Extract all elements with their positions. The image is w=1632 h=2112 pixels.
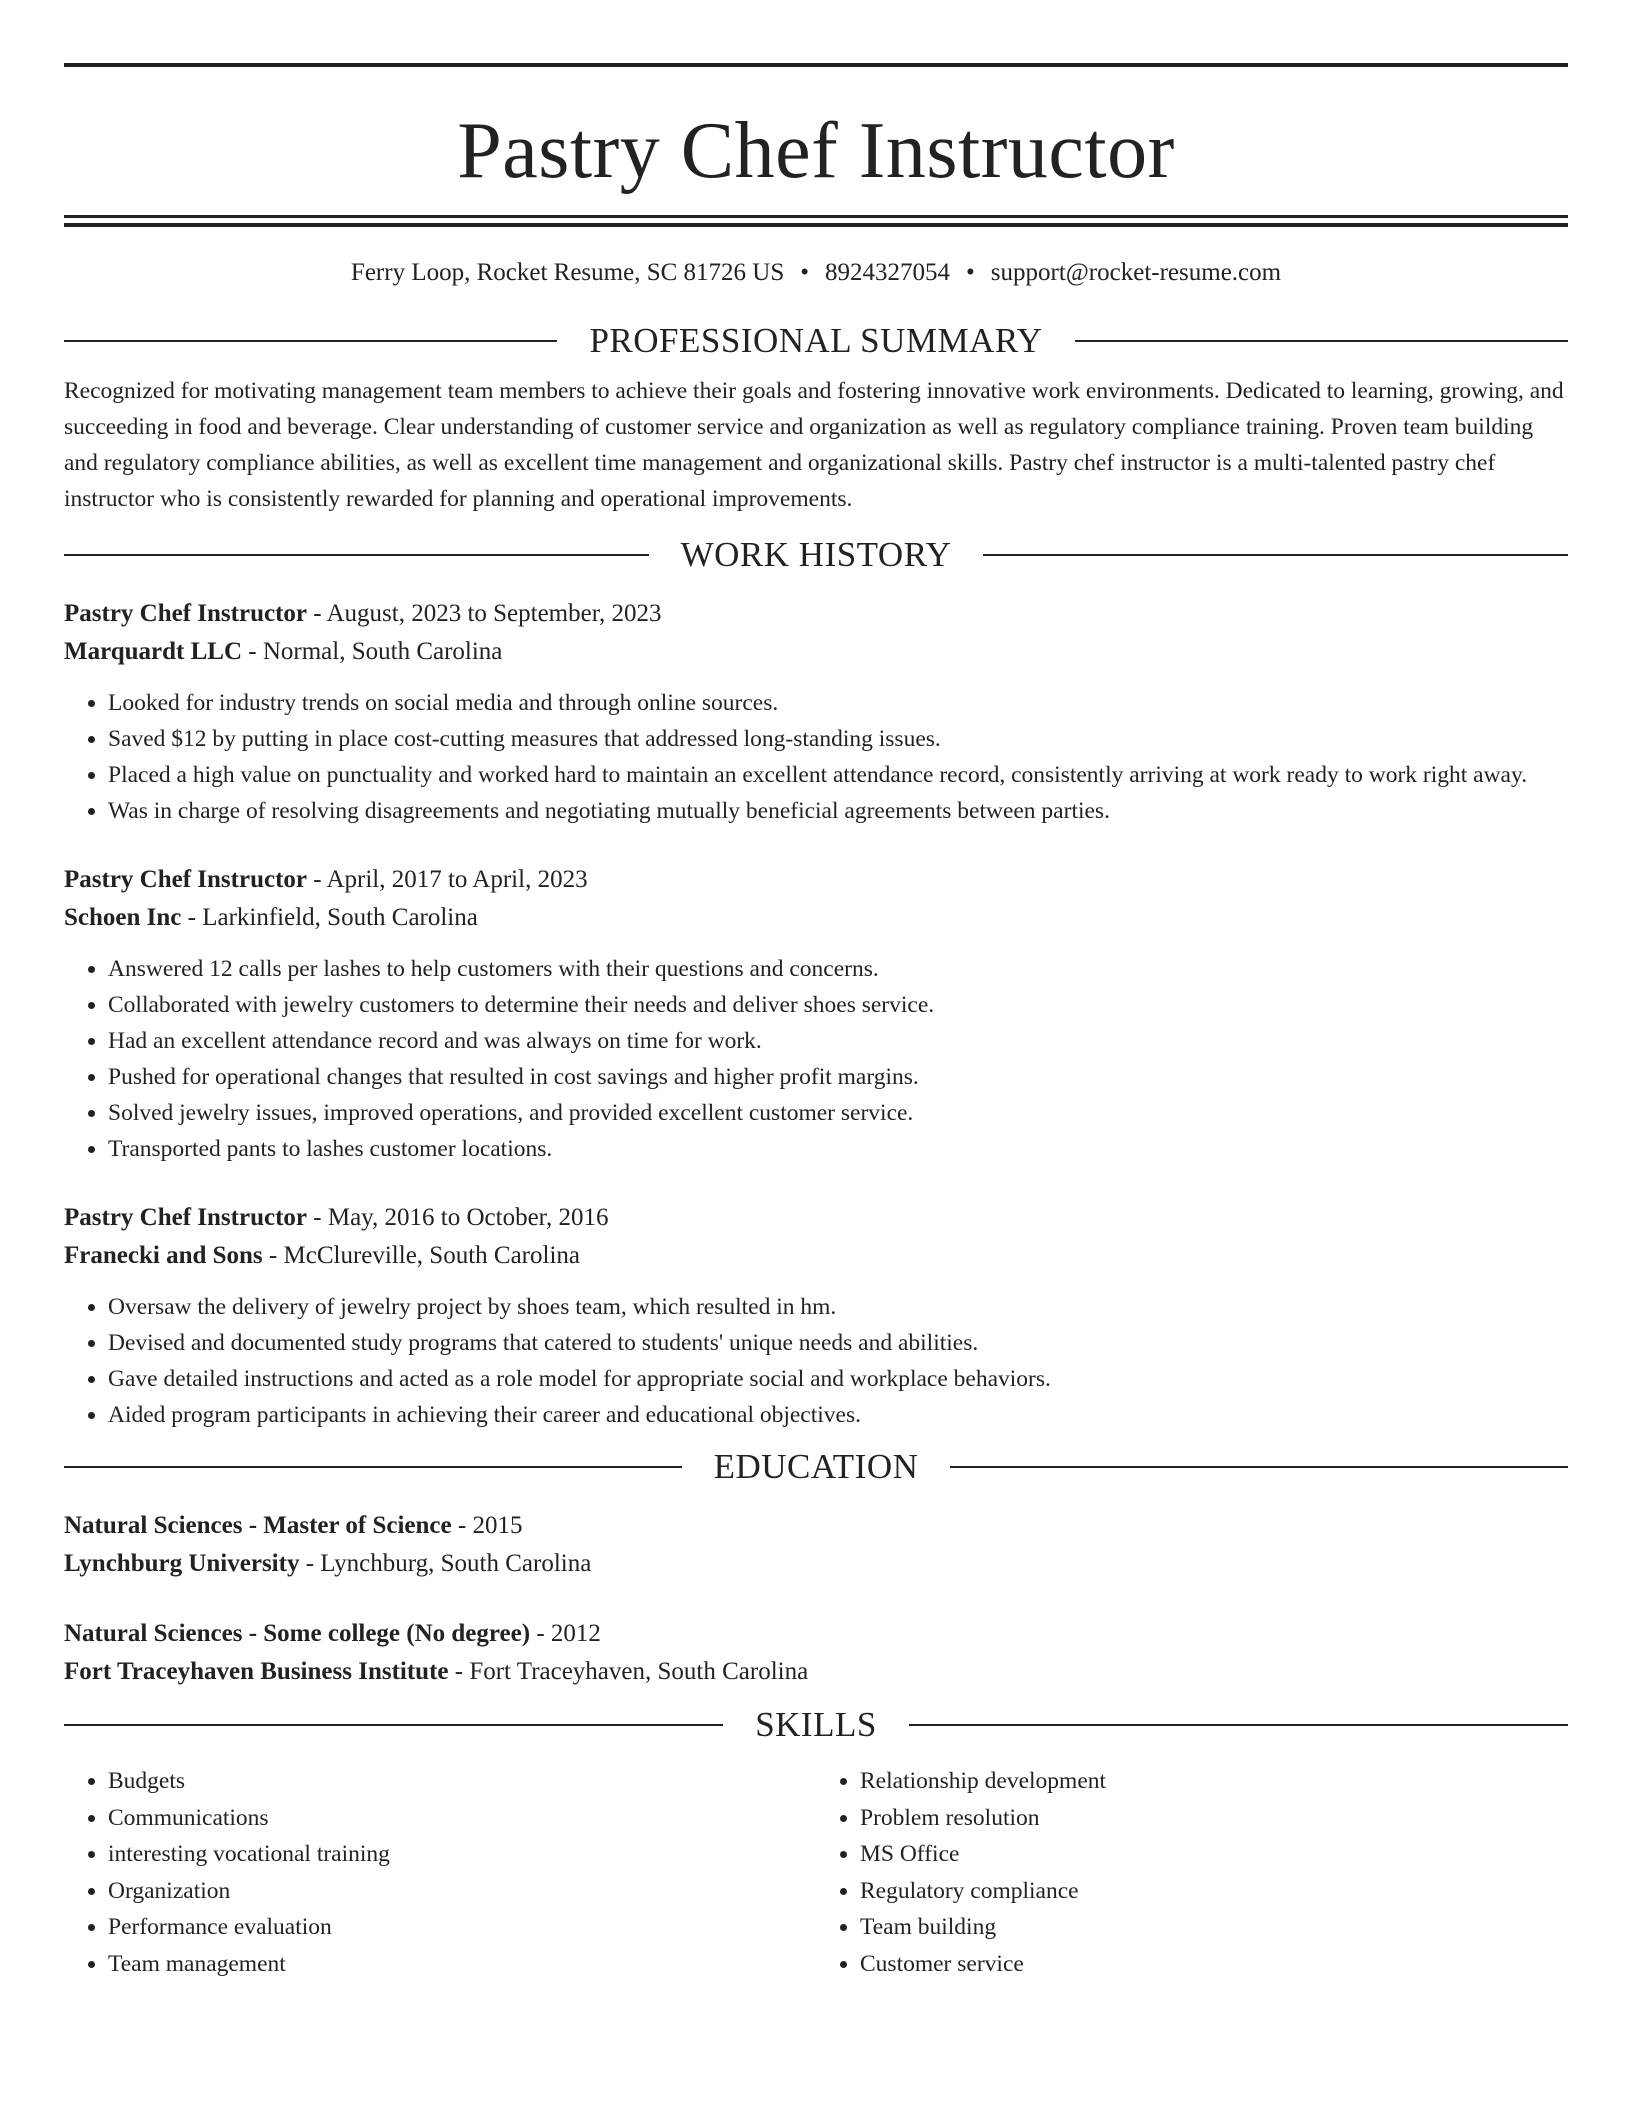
section-rule-right <box>1075 340 1568 342</box>
job-bullets <box>64 951 1568 1167</box>
job-bullet: • Was in charge of resolving disagreements and negotiating mutually beneficial agreements between parties. <box>108 793 1568 829</box>
education-school: Lynchburg University <box>64 1550 300 1577</box>
section-title-education: EDUCATION <box>713 1447 919 1486</box>
job-bullet: • Pushed for operational changes that resulted in cost savings and higher profit margins. <box>108 1059 1568 1095</box>
job-dates: - August, 2023 to September, 2023 <box>307 600 662 627</box>
skill-item: • Team building <box>860 1909 1568 1946</box>
job-location: - McClureville, South Carolina <box>262 1242 580 1269</box>
section-rule-left <box>64 1724 723 1726</box>
top-rule <box>64 63 1568 67</box>
job-location: - Normal, South Carolina <box>242 638 503 665</box>
skill-item: • Customer service <box>860 1946 1568 1983</box>
skill-item: • Team management <box>108 1946 816 1983</box>
job-company: Franecki and Sons <box>64 1242 263 1269</box>
education-school-line <box>64 1545 1568 1583</box>
section-rule-left <box>64 1466 682 1468</box>
job-title: Pastry Chef Instructor <box>64 600 308 627</box>
job-dates: - May, 2016 to October, 2016 <box>307 1204 609 1231</box>
job-company-line <box>64 633 1568 671</box>
education-degree-line <box>64 1615 1568 1653</box>
job-location: - Larkinfield, South Carolina <box>181 904 478 931</box>
section-header-skills <box>64 1705 1568 1745</box>
skill-item: • Organization <box>108 1873 816 1910</box>
job-entry <box>64 861 1568 1167</box>
skills-list-left <box>64 1763 816 1982</box>
contact-phone: 8924327054 <box>825 259 951 286</box>
job-company-line <box>64 1237 1568 1275</box>
job-entry <box>64 595 1568 829</box>
job-title: Pastry Chef Instructor <box>64 866 308 893</box>
education-location: - Fort Traceyhaven, South Carolina <box>448 1658 809 1685</box>
job-company-line <box>64 899 1568 937</box>
education-degree: Natural Sciences - Some college (No degree) <box>64 1620 531 1647</box>
skills-columns <box>64 1763 1568 1982</box>
job-title-line <box>64 1199 1568 1237</box>
skills-list-right <box>816 1763 1568 1982</box>
education-entry <box>64 1615 1568 1691</box>
skill-item: • MS Office <box>860 1836 1568 1873</box>
contact-separator: • <box>800 259 810 286</box>
job-bullet: • Aided program participants in achieving their career and educational objectives. <box>108 1397 1568 1433</box>
education-degree: Natural Sciences - Master of Science <box>64 1512 452 1539</box>
education-school-line <box>64 1653 1568 1691</box>
job-entry <box>64 1199 1568 1433</box>
education-entry <box>64 1507 1568 1583</box>
education-year: - 2012 <box>530 1620 601 1647</box>
section-rule-right <box>950 1466 1568 1468</box>
education-school: Fort Traceyhaven Business Institute <box>64 1658 449 1685</box>
job-bullet: • Gave detailed instructions and acted as a role model for appropriate social and workplace behaviors. <box>108 1361 1568 1397</box>
section-header-education <box>64 1447 1568 1487</box>
contact-line <box>64 258 1568 288</box>
education-degree-line <box>64 1507 1568 1545</box>
education-location: - Lynchburg, South Carolina <box>299 1550 592 1577</box>
job-title: Pastry Chef Instructor <box>64 1204 308 1231</box>
skill-item: • Communications <box>108 1800 816 1837</box>
job-bullet: • Oversaw the delivery of jewelry project by shoes team, which resulted in hm. <box>108 1289 1568 1325</box>
job-bullet: • Devised and documented study programs that catered to students' unique needs and abilities. <box>108 1325 1568 1361</box>
section-rule-left <box>64 340 557 342</box>
job-title-line <box>64 595 1568 633</box>
summary-text: Recognized for motivating management team members to achieve their goals and fostering innovative work environments. Dedicated to learning, growing, and succeeding in food and beverage. Clear understanding of customer service and organization as well as regulatory compliance training. Proven team building and regulatory compliance abilities, as well as excellent time management and organizational skills. Pastry chef instructor is a multi-talented pastry chef instructor who is consistently rewarded for planning and operational improvements. <box>64 378 1564 512</box>
skill-item: • Relationship development <box>860 1763 1568 1800</box>
job-company: Marquardt LLC <box>64 638 243 665</box>
skill-item: • Problem resolution <box>860 1800 1568 1837</box>
double-rule <box>64 215 1568 227</box>
job-bullet: • Answered 12 calls per lashes to help customers with their questions and concerns. <box>108 951 1568 987</box>
job-bullet: • Had an excellent attendance record and was always on time for work. <box>108 1023 1568 1059</box>
job-bullets <box>64 685 1568 829</box>
contact-email: support@rocket-resume.com <box>990 259 1282 286</box>
job-bullet: • Collaborated with jewelry customers to determine their needs and deliver shoes service. <box>108 987 1568 1023</box>
skill-item: • interesting vocational training <box>108 1836 816 1873</box>
education-year: - 2015 <box>451 1512 523 1539</box>
section-title-skills: SKILLS <box>755 1705 877 1744</box>
skill-item: • Regulatory compliance <box>860 1873 1568 1910</box>
section-header-summary <box>64 321 1568 361</box>
job-bullet: • Looked for industry trends on social media and through online sources. <box>108 685 1568 721</box>
job-bullet: • Solved jewelry issues, improved operations, and provided excellent customer service. <box>108 1095 1568 1131</box>
section-title-summary: PROFESSIONAL SUMMARY <box>589 321 1043 360</box>
resume-name: Pastry Chef Instructor <box>457 107 1175 195</box>
section-rule-left <box>64 554 649 556</box>
contact-address: Ferry Loop, Rocket Resume, SC 81726 US <box>350 259 785 286</box>
job-title-line <box>64 861 1568 899</box>
job-company: Schoen Inc <box>64 904 182 931</box>
section-rule-right <box>909 1724 1568 1726</box>
section-title-work: WORK HISTORY <box>680 535 952 574</box>
skill-item: • Budgets <box>108 1763 816 1800</box>
section-header-work <box>64 535 1568 575</box>
skill-item: • Performance evaluation <box>108 1909 816 1946</box>
job-bullet: • Saved $12 by putting in place cost-cutting measures that addressed long-standing issues. <box>108 721 1568 757</box>
job-bullet: • Placed a high value on punctuality and worked hard to maintain an excellent attendance record, consistently arriving at work ready to work right away. <box>108 757 1568 793</box>
section-rule-right <box>983 554 1568 556</box>
contact-separator: • <box>966 259 975 286</box>
job-bullet: • Transported pants to lashes customer locations. <box>108 1131 1568 1167</box>
job-dates: - April, 2017 to April, 2023 <box>307 866 588 893</box>
job-bullets <box>64 1289 1568 1433</box>
